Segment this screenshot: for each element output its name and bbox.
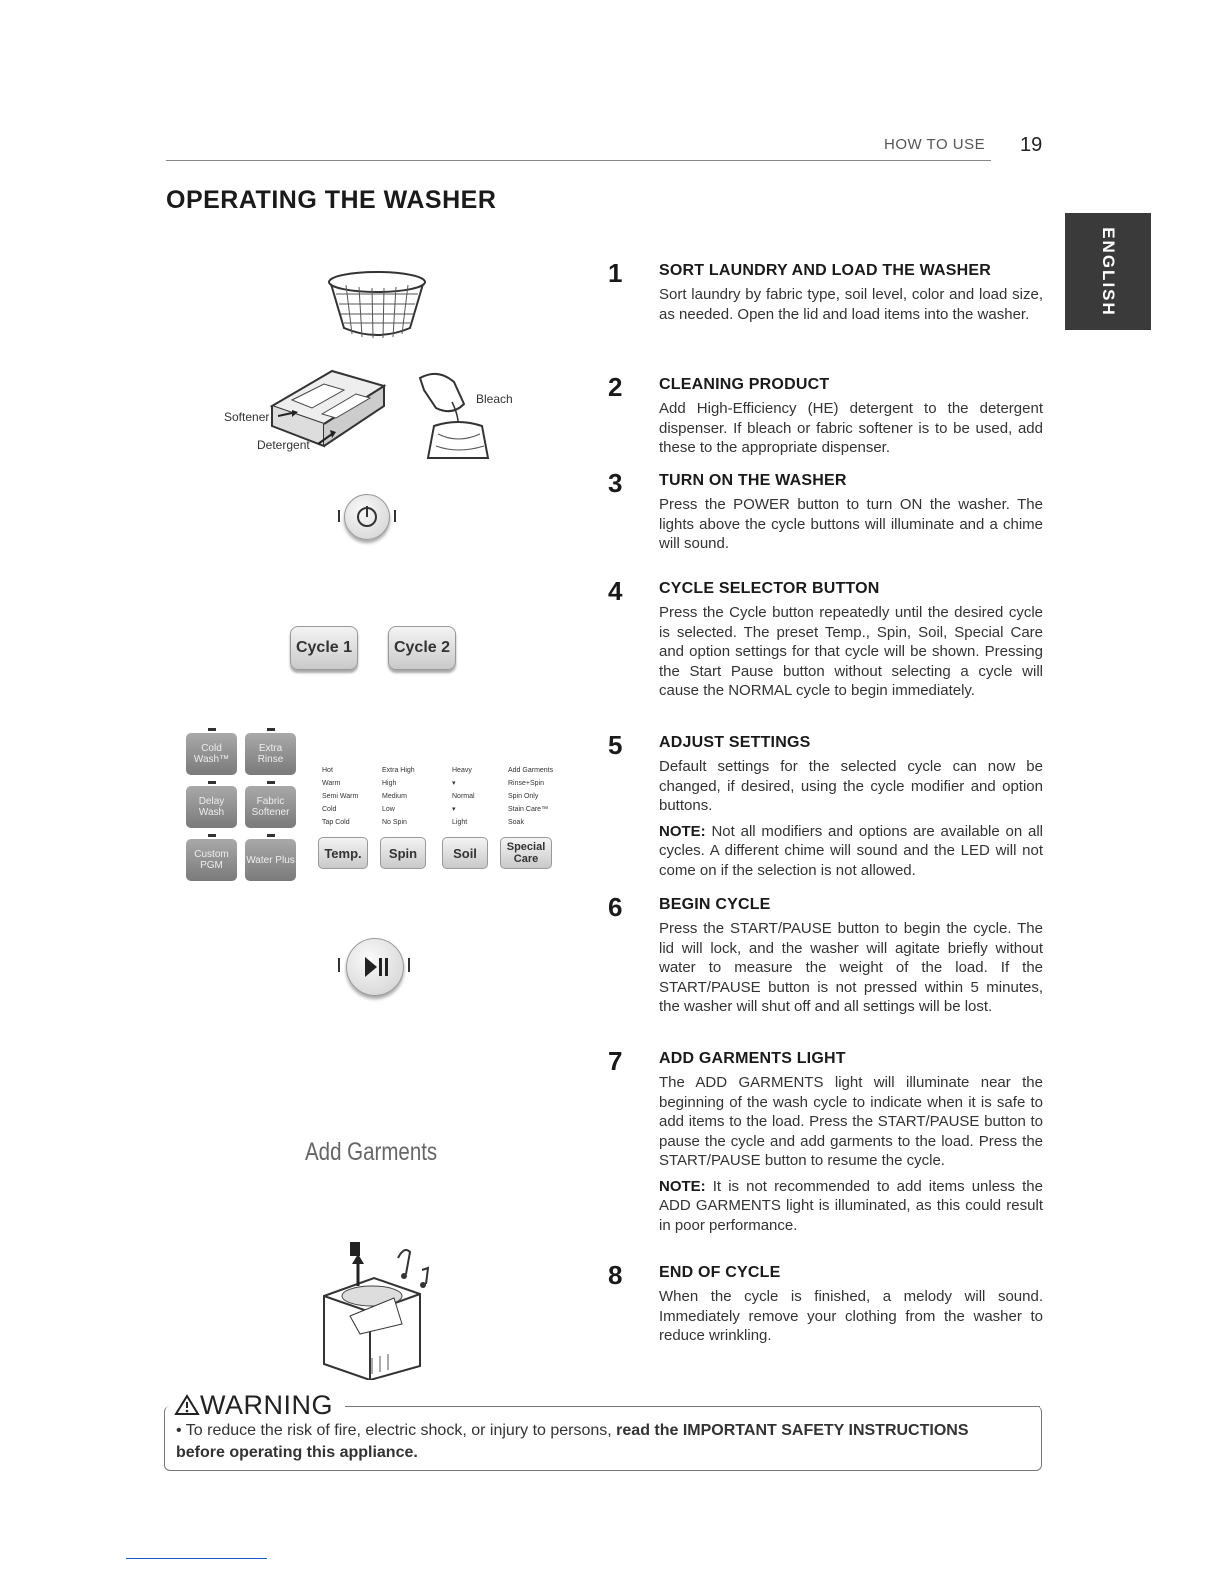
step-title: BEGIN CYCLE	[659, 896, 771, 913]
cycle-1-button-illustration: Cycle 1	[290, 626, 358, 670]
step-title: CLEANING PRODUCT	[659, 376, 830, 393]
step-4	[608, 576, 1043, 701]
page-title: OPERATING THE WASHER	[166, 186, 497, 214]
language-tab	[1065, 213, 1151, 330]
custom-pgm-button: Custom PGM	[186, 839, 237, 881]
start-indicator-right	[408, 958, 410, 972]
option-buttons-panel	[186, 728, 301, 881]
list-item: Semi Warm	[322, 793, 359, 800]
header-divider	[166, 160, 991, 161]
panel-button	[186, 834, 237, 881]
step-7	[608, 1046, 1043, 1235]
list-item: Heavy	[452, 767, 472, 774]
add-garments-indicator: Add Garments	[305, 1138, 438, 1166]
list-item: Stain Care™	[508, 806, 549, 813]
language-tab-label: ENGLISH	[1099, 226, 1118, 317]
step-title: SORT LAUNDRY AND LOAD THE WASHER	[659, 262, 992, 279]
warning-title-text: WARNING	[200, 1390, 333, 1420]
note-text: It is not recommended to add items unless the ADD GARMENTS light is illuminated, as this could result in poor performance.	[659, 1177, 1043, 1234]
washer-add-garments-icon	[310, 1234, 440, 1380]
water-plus-button: Water Plus	[245, 839, 296, 881]
list-item: ▾	[452, 780, 456, 787]
spin-button-illustration: Spin	[380, 837, 426, 869]
extra-rinse-button: Extra Rinse	[245, 733, 296, 775]
list-item: Warm	[322, 780, 341, 787]
bleach-label: Bleach	[476, 392, 513, 406]
list-item: High	[382, 780, 397, 787]
step-number: 3	[608, 468, 623, 498]
list-item: Medium	[382, 793, 407, 800]
step-body: When the cycle is finished, a melody will sound. Immediately remove your clothing from the washer to reduce wrinkling.	[659, 1288, 1043, 1344]
step-title: TURN ON THE WASHER	[659, 472, 847, 489]
delay-wash-button: Delay Wash	[186, 786, 237, 828]
step-body: Default settings for the selected cycle can now be changed, if desired, using the cycle modifier and option buttons.	[659, 758, 1043, 814]
list-item: No Spin	[382, 819, 407, 826]
start-indicator-left	[338, 958, 340, 972]
list-item: Extra High	[382, 767, 415, 774]
step-2	[608, 372, 1043, 458]
step-body: Add High-Efficiency (HE) detergent to the detergent dispenser. If bleach or fabric softener is to be used, add these to the appropriate dispenser.	[659, 400, 1043, 456]
panel-button	[245, 781, 296, 828]
note-label: NOTE:	[659, 822, 706, 840]
step-number: 4	[608, 576, 623, 606]
power-button-illustration	[344, 494, 390, 540]
step-body: Sort laundry by fabric type, soil level, color and load size, as needed. Open the lid and load items into the washer.	[659, 286, 1043, 323]
detergent-label: Detergent	[257, 438, 310, 452]
laundry-basket-icon	[326, 270, 428, 342]
panel-button	[245, 834, 296, 881]
step-title: ADD GARMENTS LIGHT	[659, 1050, 846, 1067]
step-5	[608, 730, 1043, 880]
step-number: 5	[608, 730, 623, 760]
warning-text-plain: To reduce the risk of fire, electric shock, or injury to persons,	[185, 1422, 612, 1439]
warning-title	[172, 1390, 337, 1421]
soil-button-illustration: Soil	[442, 837, 488, 869]
spin-options	[382, 764, 415, 829]
list-item: Soak	[508, 819, 524, 826]
step-number: 7	[608, 1046, 623, 1076]
page-number: 19	[1020, 134, 1043, 156]
step-3	[608, 468, 1043, 554]
soil-options	[452, 764, 475, 829]
step-number: 1	[608, 258, 623, 288]
panel-button	[186, 781, 237, 828]
list-item: ▾	[452, 806, 456, 813]
step-8	[608, 1260, 1043, 1346]
list-item: Normal	[452, 793, 475, 800]
list-item: Light	[452, 819, 468, 826]
power-indicator-right	[394, 510, 396, 522]
note-text: Not all modifiers and options are available on all cycles. A different chime will sound and the LED will not come on if the selection is not allowed.	[659, 822, 1043, 879]
power-icon	[345, 495, 389, 539]
step-note	[659, 1177, 1043, 1236]
list-item: Low	[382, 806, 395, 813]
warning-text: • To reduce the risk of fire, electric shock, or injury to persons, read the IMPORTANT SAFETY INSTRUCTIONS before operating this appliance.	[176, 1422, 969, 1461]
warning-top-rule	[345, 1406, 1040, 1407]
step-title: ADJUST SETTINGS	[659, 734, 811, 751]
step-note	[659, 822, 1043, 881]
list-item: Cold	[322, 806, 337, 813]
temp-button-illustration: Temp.	[318, 837, 368, 869]
step-1	[608, 258, 1043, 324]
warning-text-bold: read the IMPORTANT SAFETY INSTRUCTIONS before operating this appliance.	[176, 1422, 969, 1461]
footer-link-rule	[126, 1558, 267, 1559]
list-item: Rinse+Spin	[508, 780, 544, 787]
play-pause-icon	[347, 939, 403, 995]
list-item: Add Garments	[508, 767, 554, 774]
step-number: 6	[608, 892, 623, 922]
step-body: Press the POWER button to turn ON the washer. The lights above the cycle buttons will illuminate and a chime will sound.	[659, 496, 1043, 552]
step-number: 8	[608, 1260, 623, 1290]
temp-options	[322, 764, 358, 829]
step-title: END OF CYCLE	[659, 1264, 781, 1281]
list-item: Tap Cold	[322, 819, 350, 826]
panel-button	[186, 728, 237, 775]
panel-button	[245, 728, 296, 775]
bleach-pouring-icon	[414, 368, 498, 464]
step-title: CYCLE SELECTOR BUTTON	[659, 580, 880, 597]
warning-triangle-icon	[174, 1394, 200, 1416]
step-6	[608, 892, 1043, 1017]
special-care-button-illustration: Special Care	[500, 837, 552, 869]
step-number: 2	[608, 372, 623, 402]
note-label: NOTE:	[659, 1177, 706, 1195]
step-body: Press the Cycle button repeatedly until the desired cycle is selected. The preset Temp., Spin, Soil, Special Care and option settings for that cycle will be shown. Pressing the Start Pause button without selecting a cycle will cause the NORMAL cycle to begin immediately.	[659, 604, 1043, 699]
list-item: Spin Only	[508, 793, 539, 800]
start-pause-button-illustration	[346, 938, 404, 996]
section-label: HOW TO USE	[884, 136, 986, 153]
power-indicator-left	[338, 510, 340, 522]
special-care-options	[508, 764, 553, 829]
cold-wash-button: Cold Wash™	[186, 733, 237, 775]
step-body: The ADD GARMENTS light will illuminate near the beginning of the wash cycle to indicate when it is safe to add items to the load. Press the START/PAUSE button to pause the cycle and add garments to the load. Press the START/PAUSE button to resume the cycle.	[659, 1074, 1043, 1169]
step-body: Press the START/PAUSE button to begin the cycle. The lid will lock, and the washer will agitate briefly without water to measure the weight of the load. If the START/PAUSE button is not pressed within 5 minutes, the washer will shut off and all settings will be lost.	[659, 920, 1043, 1015]
list-item: Hot	[322, 767, 333, 774]
cycle-2-button-illustration: Cycle 2	[388, 626, 456, 670]
softener-label: Softener	[224, 410, 270, 424]
fabric-softener-button: Fabric Softener	[245, 786, 296, 828]
pointer-arrows-icon	[278, 408, 338, 448]
